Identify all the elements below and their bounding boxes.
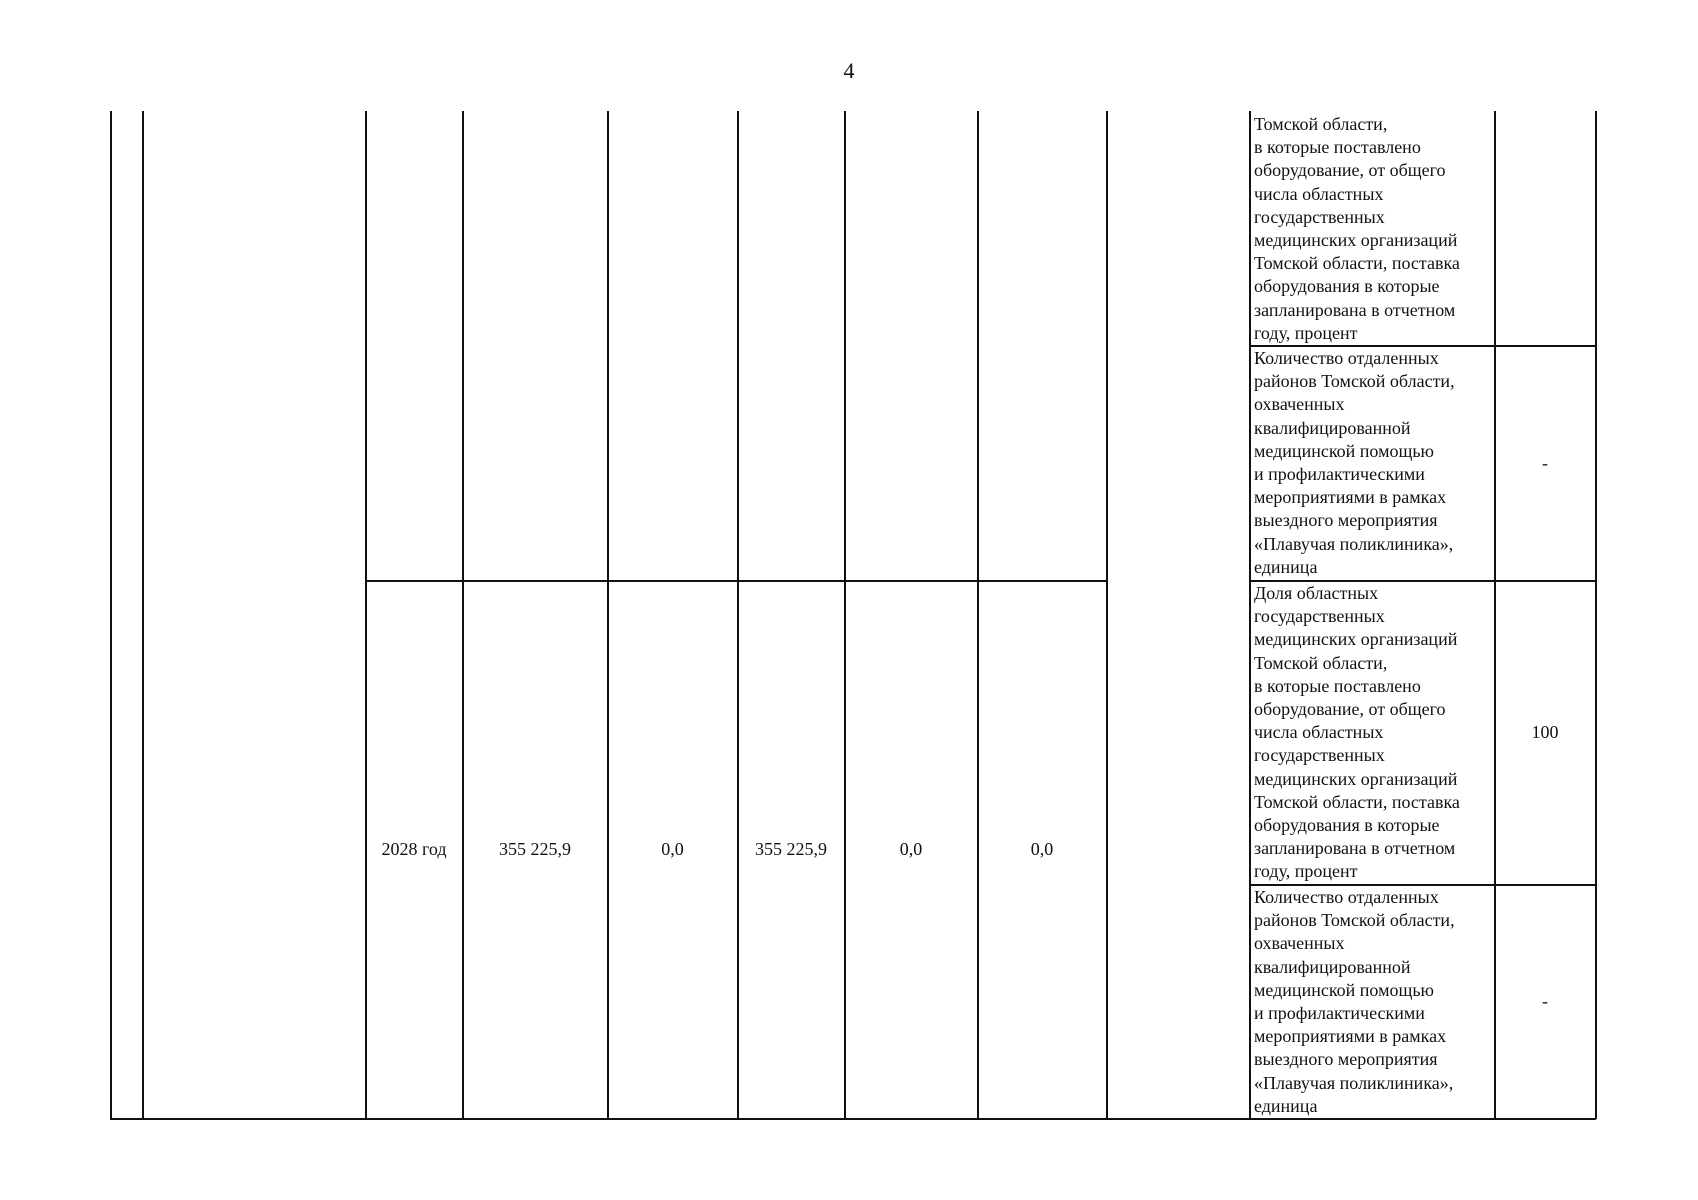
table-border bbox=[1494, 111, 1496, 1119]
total-cell: 355 225,9 bbox=[499, 839, 571, 859]
table-border bbox=[977, 111, 979, 1119]
table-border bbox=[737, 111, 739, 1119]
indicator-value: 100 bbox=[1531, 722, 1559, 742]
table-border bbox=[1106, 111, 1108, 1119]
indicator-text: Количество отдаленных районов Томской области, охваченных квалифицированной медицинской помощью и профилактическими мероприятиями в рамках выездного мероприятия «Плавучая поликлиника», единица bbox=[1254, 887, 1455, 1116]
indicator-value: - bbox=[1542, 453, 1548, 473]
table-border bbox=[1249, 111, 1251, 1119]
indicator-text: Количество отдаленных районов Томской области, охваченных квалифицированной медицинской помощью и профилактическими мероприятиями в рамках выездного мероприятия «Плавучая поликлиника», единица bbox=[1254, 348, 1455, 577]
indicator-text: Томской области, в которые поставлено оборудование, от общего числа областных государственных медицинских организаций Томской области, поставка оборудования в которые запланирована в отчетном году, процент bbox=[1254, 114, 1460, 343]
value-cell: 0,0 bbox=[899, 839, 923, 859]
table-border bbox=[844, 111, 846, 1119]
value-cell: 0,0 bbox=[1030, 839, 1054, 859]
row-divider bbox=[365, 580, 1107, 582]
indicator-value: - bbox=[1542, 991, 1548, 1011]
table-border bbox=[607, 111, 609, 1119]
year-cell: 2028 год bbox=[381, 839, 447, 859]
value-cell: 0,0 bbox=[661, 839, 684, 859]
table-border bbox=[365, 111, 367, 1119]
table-border bbox=[142, 111, 144, 1119]
value-cell: 355 225,9 bbox=[755, 839, 827, 859]
indicator-text: Доля областных государственных медицинских организаций Томской области, в которые поставлено оборудование, от общего числа областных государственных медицинских организаций Томской области, поставка оборудования в которые запланирована в отчетном году, процент bbox=[1254, 583, 1460, 882]
table-border bbox=[1595, 111, 1597, 1119]
page-number: 4 bbox=[843, 58, 855, 83]
table-border bbox=[110, 111, 112, 1119]
table-border bbox=[462, 111, 464, 1119]
table-bottom-border bbox=[110, 1118, 1596, 1120]
